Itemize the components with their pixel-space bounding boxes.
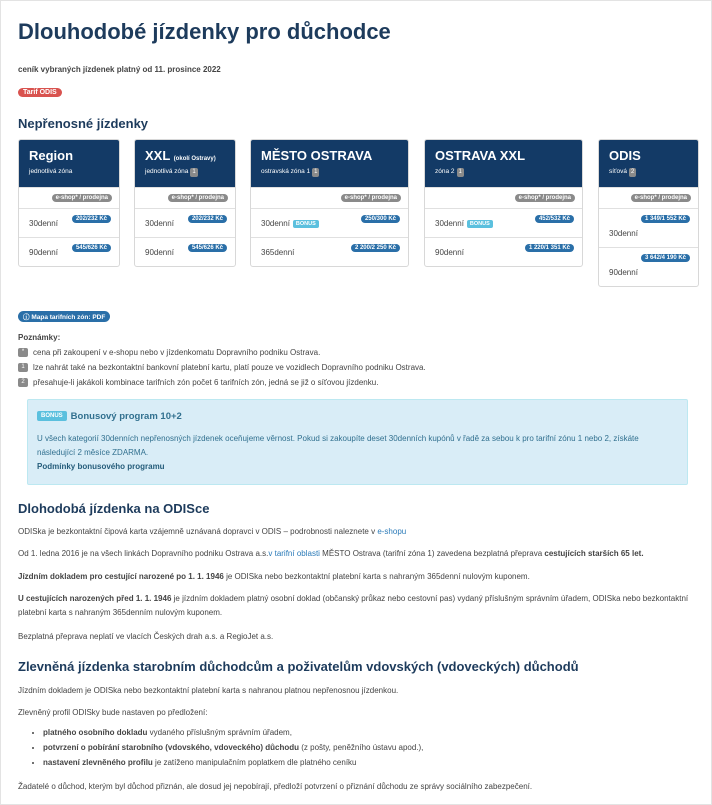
bonus-text: U všech kategorií 30denních nepřenosných jízdenek oceňujeme věrnost. Pokud si zakoupíte deset 30denních kupónů v řadě za sebou k pro tarifní zónu 1 nebo 2, získáte následující 2 měsíce ZDARMA. bbox=[37, 434, 639, 457]
price-badge: 3 642/4 190 Kč bbox=[641, 254, 690, 262]
list-item-text: vydaného příslušným správním úřadem, bbox=[147, 728, 292, 737]
tariff-area-link[interactable]: v tarifní oblasti bbox=[268, 549, 320, 558]
bonus-title-text: Bonusový program 10+2 bbox=[70, 411, 182, 422]
row-30day bbox=[135, 208, 235, 237]
duration-label: 30denní bbox=[609, 229, 638, 238]
card-header bbox=[425, 140, 582, 187]
price-badge: 202/232 Kč bbox=[72, 215, 111, 223]
bonus-tag: BONUS bbox=[293, 220, 319, 228]
list-item bbox=[43, 755, 423, 770]
card-title-text: MĚSTO OSTRAVA bbox=[261, 148, 373, 163]
note-mark: 1 bbox=[18, 363, 28, 372]
price-badge: 1 220/1 351 Kč bbox=[525, 244, 574, 252]
card-title bbox=[261, 148, 408, 163]
price-badge: 250/300 Kč bbox=[361, 215, 400, 223]
ticket-card-odis bbox=[598, 139, 699, 287]
bonus-tag: BONUS bbox=[467, 220, 493, 228]
section-title-discount: Zlevněná jízdenka starobním důchodcům a poživatelům vdovských (vdoveckých) důchodů bbox=[18, 659, 579, 674]
card-zone bbox=[435, 168, 582, 177]
card-title-text: ODIS bbox=[609, 148, 641, 163]
note-ref-badge: 1 bbox=[192, 169, 196, 175]
discount-paragraph: Žadatelé o důchod, kterým byl důchod přiznán, ale dosud jej nepobírají, předloží potvrzení o přiznání důchodu ze správy sociálního zabezpečení. bbox=[18, 782, 533, 791]
price-badge: 452/532 Kč bbox=[535, 215, 574, 223]
row-30day bbox=[251, 208, 408, 237]
list-item bbox=[43, 740, 423, 755]
row-365day bbox=[251, 237, 408, 266]
paragraph-text: je ODISka nebo bezkontaktní platební karta s nahraným 365denní nulovým kuponem. bbox=[223, 572, 530, 581]
list-item bbox=[43, 725, 423, 740]
card-eshop-row bbox=[425, 187, 582, 208]
bonus-program-box bbox=[27, 399, 688, 485]
row-30day bbox=[599, 208, 698, 247]
info-icon: ⓘ bbox=[23, 314, 30, 321]
paragraph-text: MĚSTO Ostrava (tarifní zóna 1) zavedena bezplatná přeprava bbox=[319, 549, 545, 558]
note-text: přesahuje-li jakákoli kombinace tarifních zón počet 6 tarifních zón, jedná se již o síťovou jízdenku. bbox=[33, 378, 379, 387]
duration-label: 90denní bbox=[435, 248, 464, 257]
card-title bbox=[145, 148, 235, 163]
duration-text: 30denní bbox=[261, 219, 290, 228]
duration-label: 30denní bbox=[145, 219, 174, 228]
note-ref-badge: 1 bbox=[458, 169, 462, 175]
card-eshop-row bbox=[599, 187, 698, 208]
ticket-card-region bbox=[18, 139, 120, 267]
tarif-badge: Tarif ODIS bbox=[18, 88, 62, 97]
card-header bbox=[251, 140, 408, 187]
list-item-text: (z pošty, peněžního ústavu apod.), bbox=[299, 743, 424, 752]
odisca-paragraph bbox=[18, 525, 698, 539]
duration-label: 365denní bbox=[261, 248, 295, 257]
price-badge: 202/232 Kč bbox=[188, 215, 227, 223]
card-header bbox=[599, 140, 698, 187]
card-header bbox=[19, 140, 119, 187]
eshop-badge: e-shop* / prodejna bbox=[631, 194, 691, 202]
card-title bbox=[435, 148, 582, 163]
note-item bbox=[18, 378, 378, 387]
row-30day bbox=[19, 208, 119, 237]
odisca-paragraph bbox=[18, 570, 698, 584]
eshop-badge: e-shop* / prodejna bbox=[52, 194, 112, 202]
duration-label: 90denní bbox=[145, 248, 174, 257]
card-eshop-row bbox=[251, 187, 408, 208]
bonus-title bbox=[37, 411, 182, 422]
price-badge: 545/626 Kč bbox=[188, 244, 227, 252]
eshop-link[interactable]: e-shopu bbox=[377, 527, 407, 536]
card-title-text: OSTRAVA XXL bbox=[435, 148, 526, 163]
required-documents-list bbox=[18, 725, 423, 770]
card-zone-text: zóna 2 bbox=[435, 168, 455, 175]
list-item-bold: platného osobního dokladu bbox=[43, 728, 148, 737]
card-zone bbox=[145, 168, 235, 177]
price-badge: 2 200/2 250 Kč bbox=[351, 244, 400, 252]
card-zone-text: jednotlivá zóna bbox=[145, 168, 189, 175]
list-item-bold: potvrzení o pobírání starobního (vdovského, vdoveckého) důchodu bbox=[43, 743, 300, 752]
note-ref-badge: 1 bbox=[314, 169, 318, 175]
duration-label: 90denní bbox=[609, 268, 638, 277]
card-title bbox=[29, 148, 119, 163]
duration-label bbox=[435, 219, 493, 228]
card-eshop-row bbox=[135, 187, 235, 208]
odisca-paragraph bbox=[18, 592, 698, 620]
card-title-note: (okolí Ostravy) bbox=[173, 156, 216, 162]
price-list-subtitle: ceník vybraných jízdenek platný od 11. prosince 2022 bbox=[18, 65, 221, 74]
note-text: cena při zakoupení v e-shopu nebo v jízdenkomatu Dopravního podniku Ostrava. bbox=[33, 348, 321, 357]
list-item-bold: nastavení zlevněného profilu bbox=[43, 758, 153, 767]
paragraph-text: Od 1. ledna 2016 je na všech linkách Dopravního podniku Ostrava a.s. bbox=[18, 549, 269, 558]
card-zone-text: síťová bbox=[609, 168, 627, 175]
note-mark: 2 bbox=[18, 378, 28, 387]
odisca-paragraph: Bezplatná přeprava neplatí ve vlacích Českých drah a.s. a RegioJet a.s. bbox=[18, 632, 274, 641]
discount-paragraph: Jízdním dokladem je ODISka nebo bezkontaktní platební karta s nahranou platnou nepřenosnou jízdenkou. bbox=[18, 686, 399, 695]
odisca-paragraph bbox=[18, 547, 698, 561]
note-ref-badge: 2 bbox=[630, 169, 635, 175]
card-eshop-row bbox=[19, 187, 119, 208]
paragraph-text: je jízdním dokladem platný osobní doklad (občanský průkaz nebo cestovní pas) vydaný příslušným správním úřadem, ODISka nebo bezkontaktní platební karta s nahraným 365denním nulovým kuponem. bbox=[18, 594, 689, 617]
duration-label: 90denní bbox=[29, 248, 58, 257]
row-90day bbox=[135, 237, 235, 266]
note-item bbox=[18, 348, 320, 357]
note-item bbox=[18, 363, 426, 372]
card-zone-text: ostravská zóna 1 bbox=[261, 168, 311, 175]
tariff-map-link[interactable] bbox=[18, 311, 110, 322]
eshop-badge: e-shop* / prodejna bbox=[341, 194, 401, 202]
ticket-card-ostrava-xxl bbox=[424, 139, 583, 267]
price-badge: 1 349/1 552 Kč bbox=[641, 215, 690, 223]
price-badge: 545/626 Kč bbox=[72, 244, 111, 252]
card-header bbox=[135, 140, 235, 187]
duration-text: 30denní bbox=[435, 219, 464, 228]
ticket-card-xxl bbox=[134, 139, 236, 267]
card-zone bbox=[609, 168, 698, 177]
eshop-badge: e-shop* / prodejna bbox=[168, 194, 228, 202]
duration-label bbox=[261, 219, 319, 228]
bonus-tag: BONUS bbox=[37, 411, 67, 421]
duration-label: 30denní bbox=[29, 219, 58, 228]
paragraph-bold: cestujících starších 65 let. bbox=[544, 549, 644, 558]
notes-title: Poznámky: bbox=[18, 333, 61, 342]
list-item-text: je zatíženo manipulačním poplatkem dle platného ceníku bbox=[152, 758, 357, 767]
card-title-text: Region bbox=[29, 148, 74, 163]
eshop-badge: e-shop* / prodejna bbox=[515, 194, 575, 202]
card-title bbox=[609, 148, 698, 163]
page-title: Dlouhodobé jízdenky pro důchodce bbox=[18, 19, 391, 44]
card-zone bbox=[261, 168, 408, 177]
section-title-odisca: Dlohodobá jízdenka na ODISce bbox=[18, 501, 210, 516]
card-zone: jednotlivá zóna bbox=[29, 168, 73, 175]
paragraph-bold: Jízdním dokladem pro cestující narozené po 1. 1. 1946 bbox=[18, 572, 224, 581]
card-title-text: XXL bbox=[145, 148, 171, 163]
note-text: lze nahrát také na bezkontaktní bankovní platební kartu, platí pouze ve vozidlech Dopravního podniku Ostrava. bbox=[33, 363, 426, 372]
section-title-nonpersonal: Nepřenosné jízdenky bbox=[18, 116, 149, 131]
bonus-conditions-link[interactable]: Podmínky bonusového programu bbox=[37, 462, 165, 471]
paragraph-bold: U cestujících narozených před 1. 1. 1946 bbox=[18, 594, 172, 603]
tariff-map-link-text: Mapa tarifních zón: PDF bbox=[31, 314, 106, 321]
row-30day bbox=[425, 208, 582, 237]
note-mark: * bbox=[18, 348, 28, 357]
row-90day bbox=[599, 247, 698, 286]
ticket-card-mesto-ostrava bbox=[250, 139, 409, 267]
row-90day bbox=[425, 237, 582, 266]
discount-paragraph: Zlevněný profil ODISky bude nastaven po předložení: bbox=[18, 708, 208, 717]
paragraph-text: ODISka je bezkontaktní čipová karta vzájemně uznávaná dopravci v ODIS – podrobnosti naleznete v bbox=[18, 527, 378, 536]
row-90day bbox=[19, 237, 119, 266]
